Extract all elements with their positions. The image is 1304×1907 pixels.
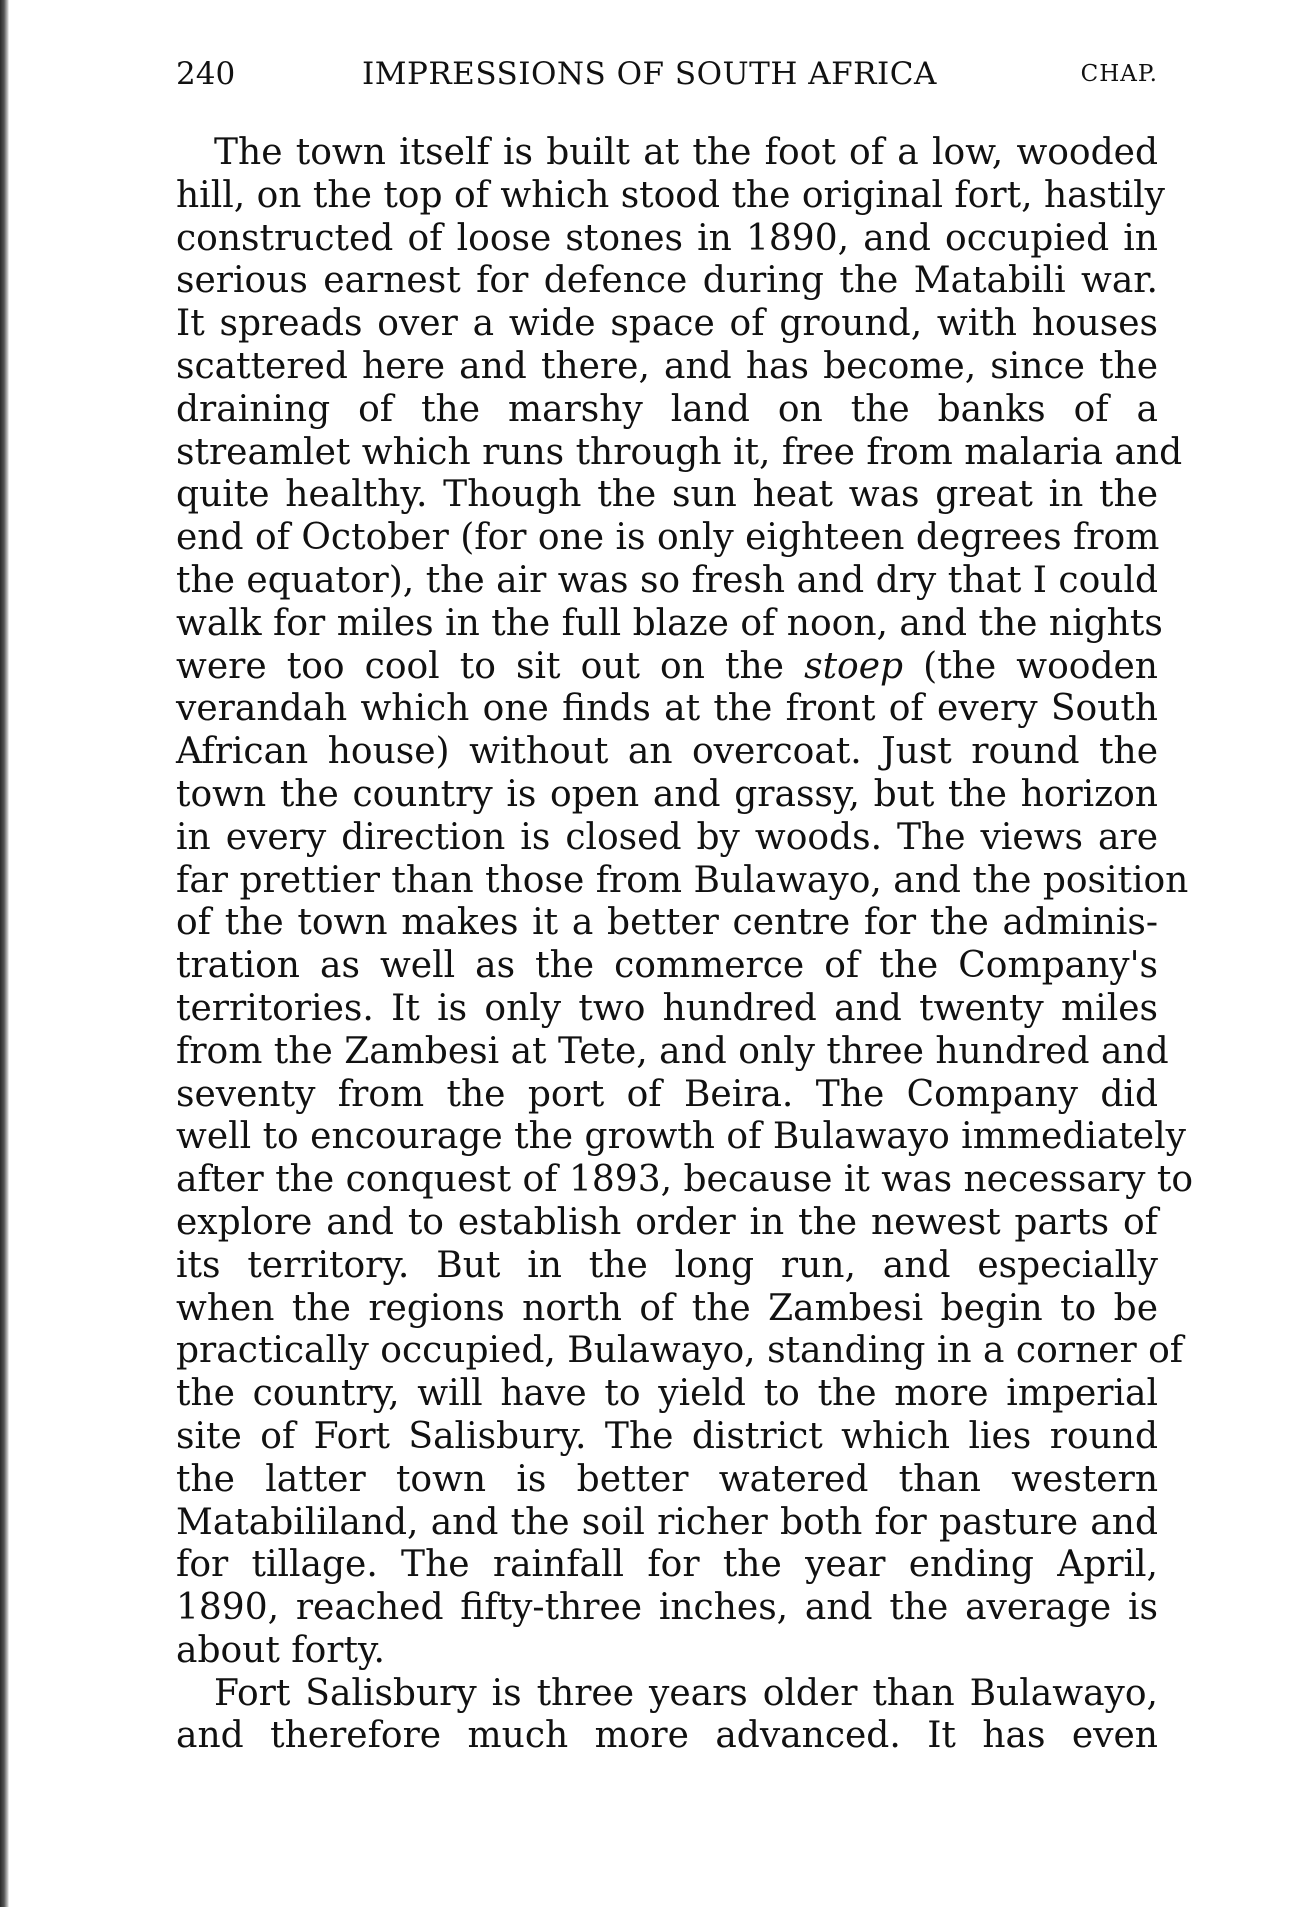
italic-term-stoep: stoep [804,645,904,687]
text-line: well to encourage the growth of Bulawayo immediately [176,1116,1186,1158]
running-header [176,52,1158,96]
text-line: end of October (for one is only eighteen degrees from [176,517,1160,559]
text-line: explore and to establish order in the newest parts of [176,1201,1158,1243]
text-line: when the regions north of the Zambesi begin to be [176,1287,1158,1329]
text-line: tration as well as the commerce of the Company's [176,945,1158,987]
text-line: African house) without an overcoat. Just round the [176,731,1158,773]
text-line: far prettier than those from Bulawayo, and the position [176,859,1189,901]
text-line: its territory. But in the long run, and especially [176,1244,1158,1286]
body-text [176,132,1193,1758]
text-line: town the country is open and grassy, but the horizon [176,773,1158,815]
text-line: It spreads over a wide space of ground, with houses [176,303,1158,345]
text-line: seventy from the port of Beira. The Company did [176,1073,1158,1115]
text-line: the latter town is better watered than western [176,1458,1158,1500]
text-line: streamlet which runs through it, free from malaria and [176,431,1183,473]
text-line: The town itself is built at the foot of a low, wooded [214,132,1158,173]
text-line: practically occupied, Bulawayo, standing in a corner of [176,1330,1184,1372]
text-line: hill, on the top of which stood the original fort, hastily [176,174,1165,216]
text-line: were too cool to sit out on the stoep (the wooden [176,645,1158,687]
text-line: of the town makes it a better centre for the adminis- [176,902,1158,944]
text-line: the country, will have to yield to the more imperial [176,1373,1158,1415]
text-line: about forty. [176,1629,385,1671]
text-line: constructed of loose stones in 1890, and occupied in [176,217,1158,259]
text-line: after the conquest of 1893, because it was necessary to [176,1159,1193,1201]
page-binding-edge [0,0,9,1907]
text-line: serious earnest for defence during the Matabili war. [176,260,1158,302]
chapter-label: CHAP. [1080,61,1158,87]
text-line: scattered here and there, and has become, since the [176,345,1158,387]
text-line: from the Zambesi at Tete, and only three hundred and [176,1030,1169,1072]
text-line: the equator), the air was so fresh and dry that I could [176,559,1158,601]
page-number: 240 [176,56,236,92]
text-line: territories. It is only two hundred and twenty miles [176,987,1158,1029]
text-line: Matabililand, and the soil richer both for pasture and [176,1501,1158,1543]
text-line: Fort Salisbury is three years older than Bulawayo, [214,1672,1158,1714]
text-line: 1890, reached fifty-three inches, and the average is [176,1587,1158,1629]
text-line: walk for miles in the full blaze of noon, and the nights [176,602,1163,644]
text-line: in every direction is closed by woods. The views are [176,816,1158,858]
text-line: for tillage. The rainfall for the year ending April, [176,1544,1158,1586]
running-title: IMPRESSIONS OF SOUTH AFRICA [362,56,937,92]
text-line: verandah which one finds at the front of every South [176,688,1158,730]
text-line: quite healthy. Though the sun heat was great in the [176,474,1158,516]
text-line: site of Fort Salisbury. The district which lies round [176,1415,1158,1457]
text-line: and therefore much more advanced. It has even [176,1715,1158,1757]
text-line: draining of the marshy land on the banks of a [176,388,1158,430]
